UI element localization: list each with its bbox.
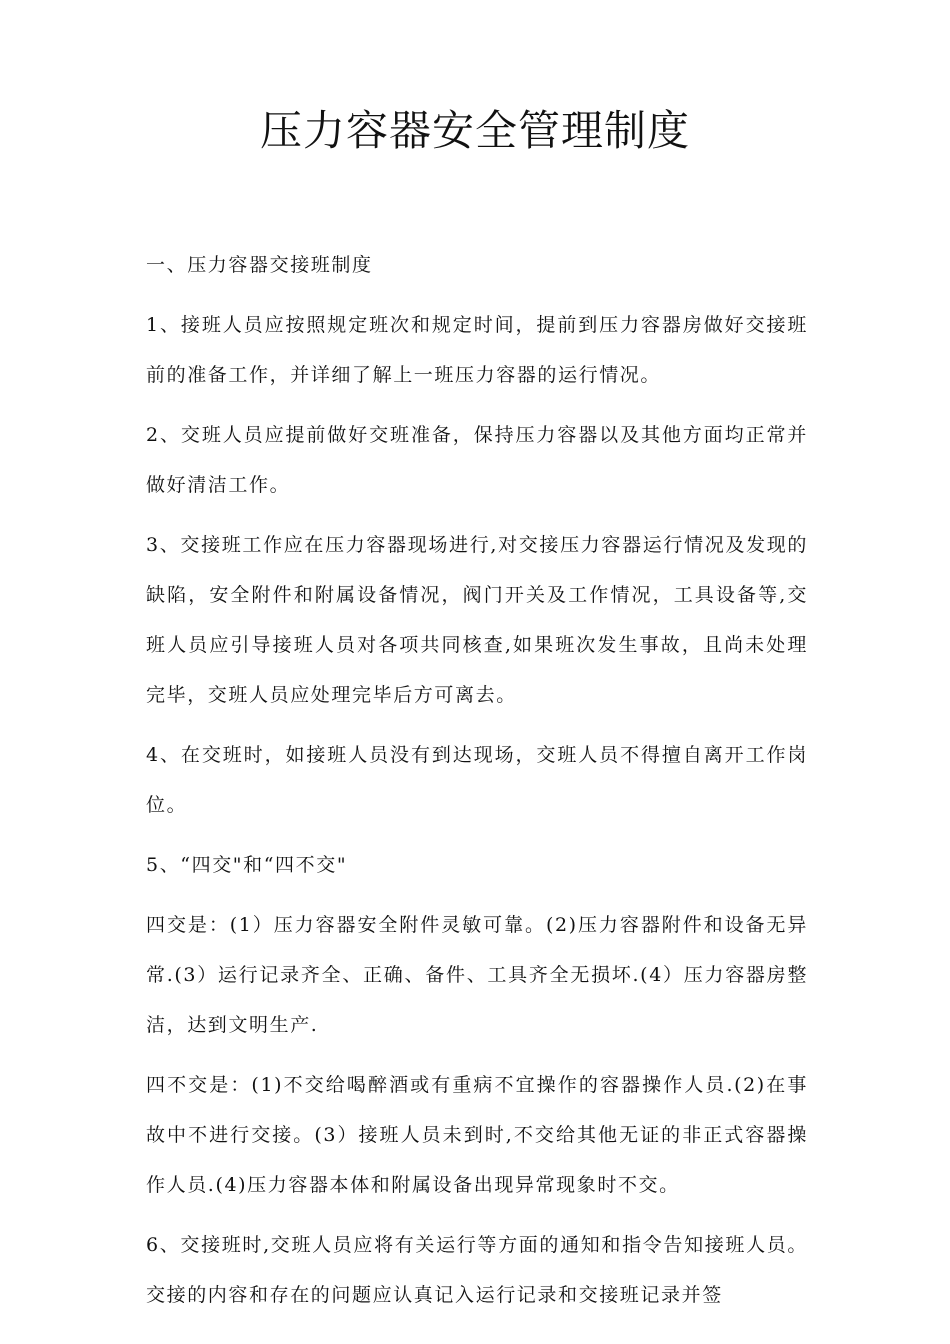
document-title: 压力容器安全管理制度 bbox=[259, 106, 690, 155]
paragraph-four-no-hand-over: 四不交是：(1)不交给喝醉酒或有重病不宜操作的容器操作人员.(2)在事故中不进行交接。(3）接班人员未到时,不交给其他无证的非正式容器操作人员.(4)压力容器本体和附属设备出现异常现象时不交。 bbox=[146, 1074, 808, 1196]
paragraph-5: 5、“四交"和“四不交" bbox=[146, 854, 348, 876]
paragraph-3: 3、交接班工作应在压力容器现场进行,对交接压力容器运行情况及发现的缺陷，安全附件和附属设备情况，阀门开关及工作情况，工具设备等,交班人员应引导接班人员对各项共同核查,如果班次发生事故，且尚未处理完毕，交班人员应处理完毕后方可离去。 bbox=[146, 534, 808, 706]
paragraph-4: 4、在交班时，如接班人员没有到达现场，交班人员不得擅自离开工作岗位。 bbox=[146, 744, 808, 816]
paragraph-four-hand-over: 四交是：(1）压力容器安全附件灵敏可靠。(2)压力容器附件和设备无异常.(3）运行记录齐全、正确、备件、工具齐全无损坏.(4）压力容器房整洁，达到文明生产. bbox=[146, 914, 808, 1036]
document-body bbox=[146, 240, 808, 1330]
paragraph-1: 1、接班人员应按照规定班次和规定时间，提前到压力容器房做好交接班前的准备工作，并详细了解上一班压力容器的运行情况。 bbox=[146, 314, 808, 386]
section-heading: 一、压力容器交接班制度 bbox=[146, 254, 373, 276]
paragraph-2: 2、交班人员应提前做好交班准备，保持压力容器以及其他方面均正常并做好清洁工作。 bbox=[146, 424, 808, 496]
paragraph-6: 6、交接班时,交班人员应将有关运行等方面的通知和指令告知接班人员。交接的内容和存在的问题应认真记入运行记录和交接班记录并签 bbox=[146, 1234, 808, 1306]
